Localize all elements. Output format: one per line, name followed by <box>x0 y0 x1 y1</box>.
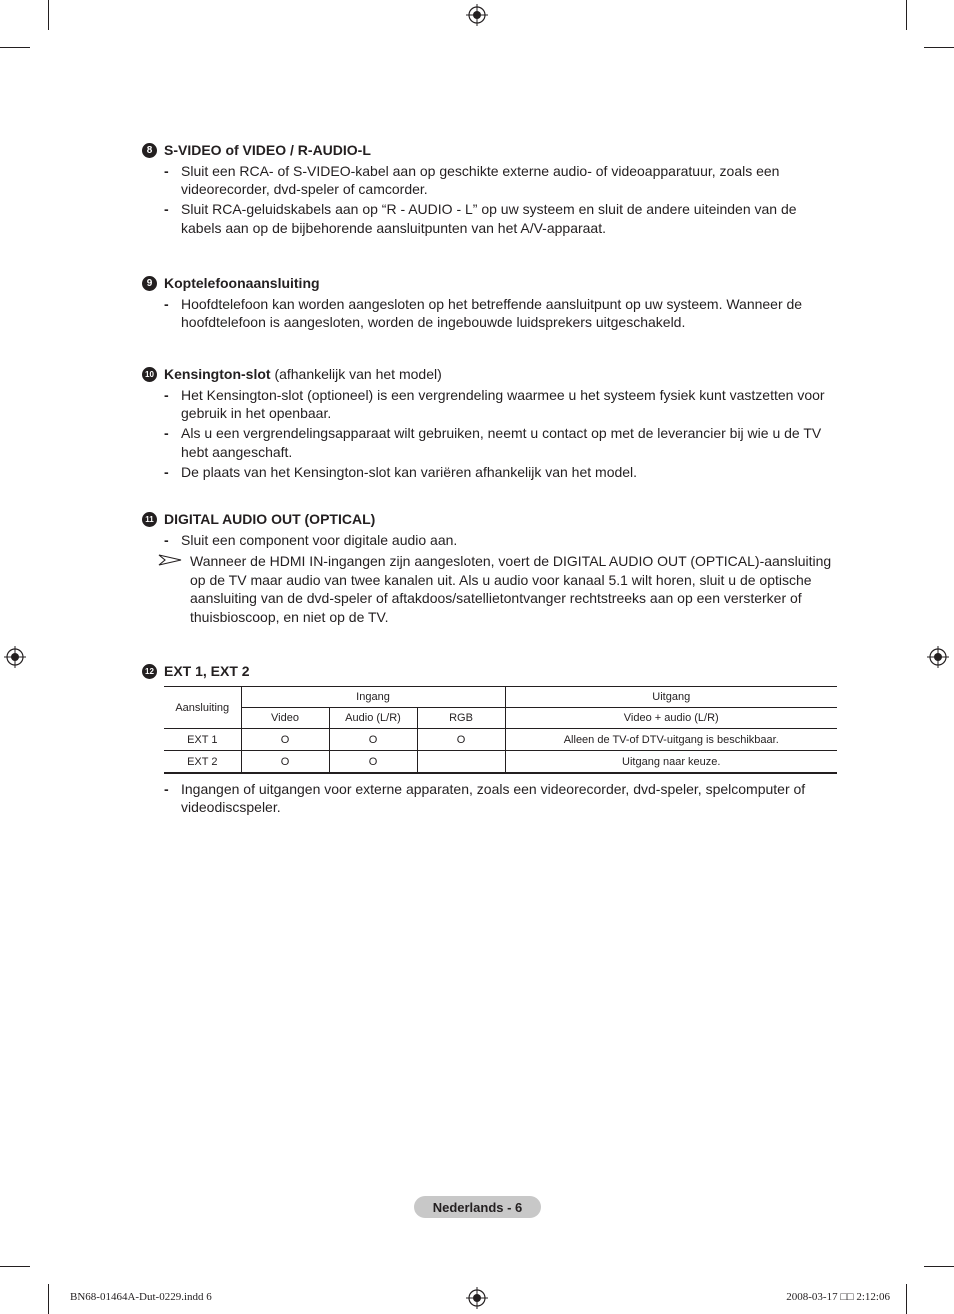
section-title: EXT 1, EXT 2 <box>164 663 250 679</box>
crop-mark <box>0 1266 30 1267</box>
ext-connection-table <box>164 686 837 774</box>
section-ext-notes <box>142 778 838 817</box>
table-cell <box>417 751 505 774</box>
list-item: - Sluit een component voor digitale audio aan. <box>164 531 458 548</box>
section-number-badge: 9 <box>142 276 157 291</box>
section-title: DIGITAL AUDIO OUT (OPTICAL) <box>164 511 376 527</box>
section-ext <box>142 661 838 681</box>
section-headphone <box>142 273 838 332</box>
table-header-cell: Video <box>241 708 329 729</box>
table-header-row <box>164 687 837 708</box>
section-digital-audio-out <box>142 509 838 626</box>
print-slug-right: 2008-03-17 □□ 2:12:06 <box>786 1291 890 1303</box>
list-item: - Hoofdtelefoon kan worden aangesloten op het betreffende aansluitpunt op uw systeem. Wanneer de hoofdtelefoon is aangesloten, worden de ingebouwde luidsprekers uitgeschakeld. <box>164 295 803 330</box>
table-cell: EXT 2 <box>164 751 241 774</box>
list-item: - Als u een vergrendelingsapparaat wilt gebruiken, neemt u contact op met de leverancier bij wie u de TV hebt aangeschaft. <box>164 425 822 460</box>
section-number-badge: 8 <box>142 143 157 158</box>
crop-mark <box>48 0 49 30</box>
crop-mark <box>0 47 30 48</box>
list-item: - Sluit een RCA- of S-VIDEO-kabel aan op geschikte externe audio- of videoapparatuur, zoals een videorecorder, dvd-speler of camcorder. <box>164 162 780 197</box>
section-title-suffix: (afhankelijk van het model) <box>274 366 442 382</box>
crop-mark <box>906 1284 907 1314</box>
section-heading <box>142 140 838 160</box>
section-heading <box>142 509 838 529</box>
section-number-badge: 10 <box>142 367 157 382</box>
registration-mark-icon <box>4 646 26 668</box>
page-number-badge: Nederlands - 6 <box>414 1196 541 1218</box>
table-header-cell: Video + audio (L/R) <box>505 708 837 729</box>
table-cell: O <box>417 729 505 751</box>
table-cell: Uitgang naar keuze. <box>505 751 837 774</box>
section-title: Kensington-slot <box>164 366 271 382</box>
list-item: - Het Kensington-slot (optioneel) is een vergrendeling waarmee u het systeem fysiek kunt vastzetten voor gebruik in het openbaar. <box>164 386 825 421</box>
note-arrow-icon <box>158 554 182 566</box>
table-header-cell: Aansluiting <box>164 687 241 729</box>
section-title: Koptelefoonaansluiting <box>164 275 320 291</box>
crop-mark <box>924 1266 954 1267</box>
table-subheader-row <box>164 708 837 729</box>
table-header-cell: Audio (L/R) <box>329 708 417 729</box>
table-header-cell: RGB <box>417 708 505 729</box>
print-slug-left: BN68-01464A-Dut-0229.indd 6 <box>70 1291 212 1303</box>
registration-mark-icon <box>466 1287 488 1309</box>
table-cell: Alleen de TV-of DTV-uitgang is beschikbaar. <box>505 729 837 751</box>
registration-mark-icon <box>466 4 488 26</box>
section-heading <box>142 273 838 293</box>
section-kensington <box>142 364 838 481</box>
list-item: - Sluit RCA-geluidskabels aan op “R - AUDIO - L” op uw systeem en sluit de andere uiteinden van de kabels aan op de bijbehorende aansluitpunten van het A/V-apparaat. <box>164 201 797 236</box>
section-s-video <box>142 140 838 237</box>
table-row <box>164 751 837 774</box>
list-item: - De plaats van het Kensington-slot kan variëren afhankelijk van het model. <box>164 463 638 480</box>
crop-mark <box>48 1284 49 1314</box>
section-title: S-VIDEO of VIDEO / R-AUDIO-L <box>164 142 371 158</box>
crop-mark <box>924 47 954 48</box>
table-header-cell: Ingang <box>241 687 505 708</box>
table-cell: O <box>241 751 329 774</box>
registration-mark-icon <box>927 646 949 668</box>
list-item: - Ingangen of uitgangen voor externe apparaten, zoals een videorecorder, dvd-speler, spelcomputer of videodiscspeler. <box>164 780 806 815</box>
table-cell: EXT 1 <box>164 729 241 751</box>
note: Wanneer de HDMI IN-ingangen zijn aangesloten, voert de DIGITAL AUDIO OUT (OPTICAL)-aansluiting op de TV maar audio van twee kanalen uit. Als u audio voor kanaal 5.1 wilt horen, sluit u de optische aansluiting van de dvd-speler of aftakdoos/satellietontvanger rechtstreeks aan op een versterker of thuisbioscoop, en niet op de TV. <box>142 552 838 626</box>
table-cell: O <box>241 729 329 751</box>
crop-mark <box>906 0 907 30</box>
section-heading <box>142 364 838 384</box>
table-row <box>164 729 837 751</box>
section-number-badge: 12 <box>142 664 157 679</box>
table-cell: O <box>329 751 417 774</box>
section-number-badge: 11 <box>142 512 157 527</box>
table-header-cell: Uitgang <box>505 687 837 708</box>
table-cell: O <box>329 729 417 751</box>
section-heading <box>142 661 838 681</box>
